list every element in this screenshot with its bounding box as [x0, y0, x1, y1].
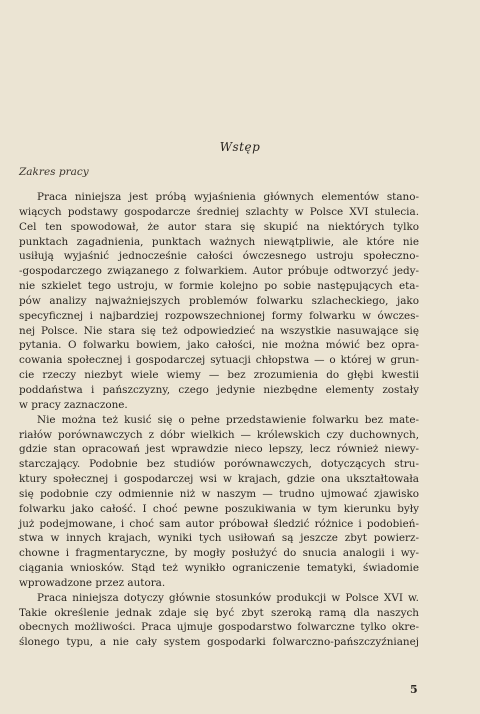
text-line: gdzie stan opracowań jest wprawdzie nieco lepszy, lecz również niewy- [19, 443, 419, 456]
text-line: riałów porównawczych z dóbr wielkich — królewskich czy duchownych, [19, 428, 419, 441]
text-line: starczający. Podobnie bez studiów porównawczych, dotyczących stru- [19, 458, 419, 471]
text-line: chowne i fragmentaryczne, by mogły posłużyć do snucia analogii i wy- [19, 547, 419, 560]
text-line: pów analizy najważniejszych problemów folwarku szlacheckiego, jako [19, 294, 419, 307]
text-line: wprowadzone przez autora. [19, 576, 166, 589]
text-line: -gospodarczego związanego z folwarkiem. Autor próbuje odtworzyć jedy- [19, 265, 419, 278]
text-line: Takie określenie jednak zdaje się być zbyt szeroką ramą dla naszych [19, 606, 419, 619]
text-line: usiłują wyjaśnić jednocześnie całości ówczesnego ustroju społeczno- [19, 250, 419, 263]
text-line: Praca niniejsza jest próbą wyjaśnienia głównych elementów stano- [37, 191, 419, 203]
text-line: punktach zagadnienia, punktach ważnych niewątpliwie, ale które nie [19, 235, 419, 248]
text-line: cowania społecznej i gospodarczej sytuacji chłopstwa — o której w grun- [19, 354, 419, 367]
text-line: Praca niniejsza dotyczy głównie stosunków produkcji w Polsce XVI w. [37, 591, 419, 604]
text-line: stwa w innych krajach, wyniki tych usiłowań są jeszcze zbyt powierz- [19, 532, 419, 545]
text-line: nie szkielet tego ustroju, w formie kolejno po sobie następujących eta- [19, 280, 419, 293]
text-line: w pracy zaznaczone. [19, 398, 128, 411]
section-heading: Zakres pracy [19, 166, 89, 178]
text-line: cie rzeczy niezbyt wiele wiemy — bez zrozumienia do głębi kwestii [19, 369, 419, 382]
text-line: folwarku jako całość. I choć pewne poszukiwania w tym kierunku były [19, 502, 419, 515]
text-line: pytania. O folwarku bowiem, jako całości, nie można mówić bez opra- [19, 339, 419, 352]
text-line: ciągania wniosków. Stąd też wynikło ograniczenie tematyki, świadomie [19, 562, 419, 575]
text-line: ślonego typu, a nie cały system gospodarki folwarczno-pańszczyźnianej [19, 636, 419, 649]
text-line: specyficznej i najbardziej rozpowszechnionej formy folwarku w ówczes- [19, 309, 419, 322]
text-line: już podejmowane, i choć sam autor próbował śledzić różnice i podobień- [19, 517, 419, 530]
text-line: Nie można też kusić się o pełne przedstawienie folwarku bez mate- [37, 413, 419, 426]
page-number: 5 [410, 683, 418, 696]
text-line: ktury społecznej i gospodarczej wsi w krajach, gdzie ona ukształtowała [19, 473, 419, 486]
body-text [19, 190, 419, 650]
text-line: wiących podstawy gospodarcze średniej szlachty w Polsce XVI stulecia. [19, 205, 419, 218]
text-line: poddaństwa i pańszczyzny, czego jedynie niezbędne elementy zostały [19, 383, 419, 396]
text-line: się podobnie czy odmiennie niż w naszym — trudno ujmować zjawisko [19, 487, 419, 500]
text-line: Cel ten spowodował, że autor stara się skupić na niektórych tylko [19, 220, 419, 233]
text-line: nej Polsce. Nie stara się też odpowiedzieć na wszystkie nasuwające się [19, 324, 419, 337]
text-line: obecnych możliwości. Praca ujmuje gospodarstwo folwarczne tylko okre- [19, 621, 419, 634]
page-title: Wstęp [219, 140, 261, 154]
